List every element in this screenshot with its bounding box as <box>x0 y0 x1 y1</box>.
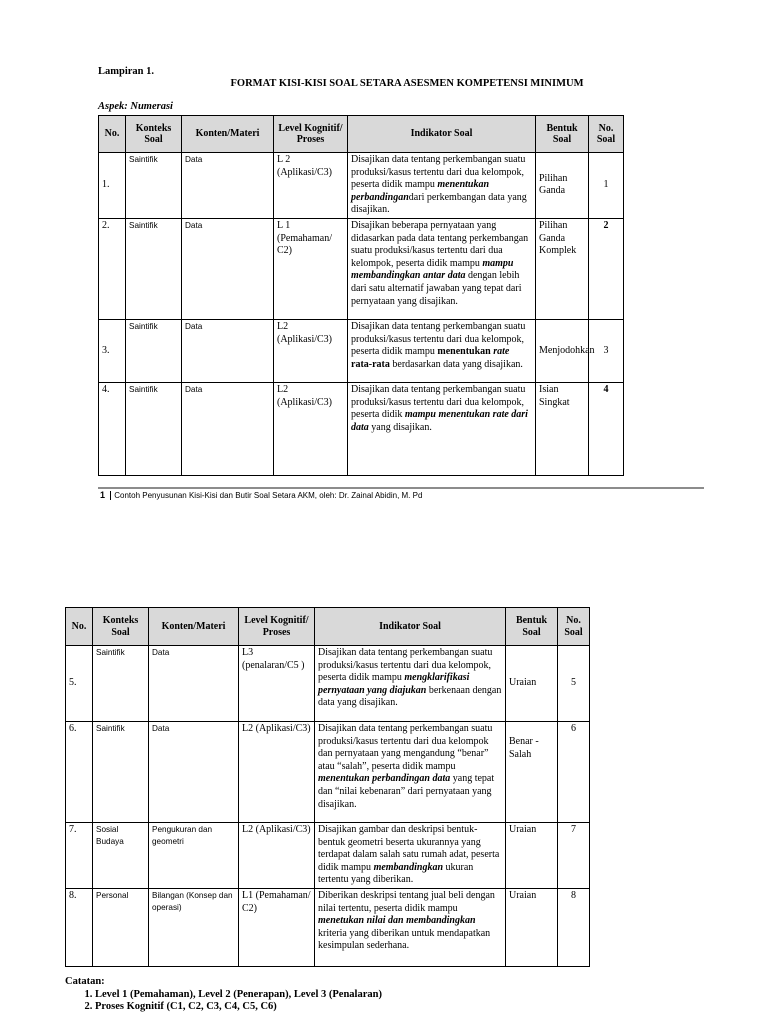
row-indikator: Disajikan data tentang perkembangan suatu produksi/kasus tertentu dari dua kelompok, peserta didik mampu menentukan rate dari data yang disajikan. <box>348 382 536 475</box>
col-no: No. <box>66 608 93 646</box>
row-bentuk: Pilihan Ganda Komplek <box>536 218 589 319</box>
row-konten: Data <box>182 153 274 219</box>
row-konteks: Saintifik <box>126 319 182 382</box>
table-row <box>99 153 624 219</box>
notes-list <box>65 989 382 1014</box>
table-row <box>66 823 590 889</box>
col-nosoal: No. Soal <box>558 608 590 646</box>
col-konten: Konten/Materi <box>182 116 274 153</box>
kisi-table-page-2 <box>65 607 590 967</box>
row-bentuk: Pilihan Ganda <box>536 153 589 219</box>
row-nosoal: 7 <box>558 823 590 889</box>
table-header-row <box>99 116 624 153</box>
row-konten: Data <box>149 722 239 823</box>
row-level: L2 (Aplikasi/C3) <box>274 319 348 382</box>
row-no: 1. <box>99 153 126 219</box>
page-footer <box>100 490 422 500</box>
row-level: L2 (Aplikasi/C3) <box>239 722 315 823</box>
row-indikator: Disajikan data tentang perkembangan suatu produksi/kasus tertentu dari dua kelompok, peserta didik mampu menentukan perbandingandari perkembangan data yang disajikan. <box>348 153 536 219</box>
col-indikator: Indikator Soal <box>315 608 506 646</box>
row-nosoal: 6 <box>558 722 590 823</box>
row-no: 4. <box>99 382 126 475</box>
row-konten: Data <box>182 319 274 382</box>
table-row <box>99 218 624 319</box>
row-bentuk: Uraian <box>506 823 558 889</box>
row-indikator: Disajikan data tentang perkembangan suatu produksi/kasus tertentu dari dua kelompok, peserta didik mampu menentukan rate rata-rata berdasarkan data yang disajikan. <box>348 319 536 382</box>
row-no: 5. <box>66 646 93 722</box>
row-konteks: Saintifik <box>93 722 149 823</box>
row-konten: Pengukuran dan geometri <box>149 823 239 889</box>
row-no: 6. <box>66 722 93 823</box>
col-level: Level Kognitif/ Proses <box>274 116 348 153</box>
footer-text: Contoh Penyusunan Kisi-Kisi dan Butir Soal Setara AKM, oleh: Dr. Zainal Abidin, M. Pd <box>114 491 423 500</box>
table-row <box>99 382 624 475</box>
row-bentuk: Benar - Salah <box>506 722 558 823</box>
footer-divider <box>98 487 704 489</box>
row-indikator: Diberikan deskripsi tentang jual beli dengan nilai tertentu, peserta didik mampu menetukan nilai dan membandingkan kriteria yang diberikan untuk mendapatkan kesimpulan sederhana. <box>315 888 506 966</box>
row-no: 8. <box>66 888 93 966</box>
row-konteks: Saintifik <box>93 646 149 722</box>
aspek-label: Aspek: Numerasi <box>98 101 173 112</box>
row-no: 7. <box>66 823 93 889</box>
document-title: FORMAT KISI-KISI SOAL SETARA ASESMEN KOMPETENSI MINIMUM <box>230 78 584 89</box>
row-konteks: Sosial Budaya <box>93 823 149 889</box>
col-indikator: Indikator Soal <box>348 116 536 153</box>
row-nosoal: 2 <box>589 218 624 319</box>
table-row <box>66 722 590 823</box>
row-nosoal: 1 <box>589 153 624 219</box>
col-level: Level Kognitif/ Proses <box>239 608 315 646</box>
row-level: L2 (Aplikasi/C3) <box>274 382 348 475</box>
table-header-row <box>66 608 590 646</box>
row-konten: Data <box>149 646 239 722</box>
row-indikator: Disajikan data tentang perkembangan suatu produksi/kasus tertentu dari dua kelompok dan pernyataan yang mengandung “benar” atau “salah”, peserta didik mampu menentukan perbandingan data yang tepat dan “nilai kebenaran” dari pernyataan yang disajikan. <box>315 722 506 823</box>
kisi-table-page-1 <box>98 115 624 476</box>
table-row <box>99 319 624 382</box>
col-konteks: Konteks Soal <box>93 608 149 646</box>
row-indikator: Disajikan gambar dan deskripsi bentuk-bentuk geometri beserta ukurannya yang terdapat dalam salah satu rumah adat, peserta didik mampu membandingkan ukuran tertentu yang diberikan. <box>315 823 506 889</box>
row-level: L 1 (Pemahaman/ C2) <box>274 218 348 319</box>
row-no: 3. <box>99 319 126 382</box>
row-konten: Data <box>182 218 274 319</box>
col-nosoal: No. Soal <box>589 116 624 153</box>
table-row <box>66 646 590 722</box>
col-bentuk: Bentuk Soal <box>506 608 558 646</box>
row-indikator: Disajikan data tentang perkembangan suatu produksi/kasus tertentu dari dua kelompok, peserta didik mampu mengklarifikasi pernyataan yang diajukan berkenaan dengan data yang disajikan. <box>315 646 506 722</box>
row-bentuk: Isian Singkat <box>536 382 589 475</box>
col-no: No. <box>99 116 126 153</box>
row-no: 2. <box>99 218 126 319</box>
table-row <box>66 888 590 966</box>
notes-heading: Catatan: <box>65 976 105 987</box>
col-bentuk: Bentuk Soal <box>536 116 589 153</box>
row-konteks: Saintifik <box>126 218 182 319</box>
page-number: 1 <box>100 490 106 500</box>
row-bentuk: Menjodohkan <box>536 319 589 382</box>
row-level: L 2 (Aplikasi/C3) <box>274 153 348 219</box>
list-item: 1. Level 1 (Pemahaman), Level 2 (Penerapan), Level 3 (Penalaran) <box>95 989 382 1002</box>
row-konteks: Saintifik <box>126 382 182 475</box>
row-konteks: Saintifik <box>126 153 182 219</box>
row-level: L2 (Aplikasi/C3) <box>239 823 315 889</box>
list-item: 2. Proses Kognitif (C1, C2, C3, C4, C5, C6) <box>95 1001 382 1014</box>
row-nosoal: 5 <box>558 646 590 722</box>
row-nosoal: 3 <box>589 319 624 382</box>
notes-section <box>65 976 382 1014</box>
col-konteks: Konteks Soal <box>126 116 182 153</box>
row-level: L1 (Pemahaman/ C2) <box>239 888 315 966</box>
row-indikator: Disajikan beberapa pernyataan yang didasarkan pada data tentang perkembangan suatu produksi/kasus tertentu dari dua kelompok, peserta didik mampu mampu membandingkan antar data dengan lebih dari satu alternatif jawaban yang tepat dari pernyataan yang disajikan. <box>348 218 536 319</box>
row-konten: Data <box>182 382 274 475</box>
lampiran-label: Lampiran 1. <box>98 66 155 77</box>
row-nosoal: 4 <box>589 382 624 475</box>
row-bentuk: Uraian <box>506 646 558 722</box>
row-level: L3 (penalaran/C5 ) <box>239 646 315 722</box>
row-konten: Bilangan (Konsep dan operasi) <box>149 888 239 966</box>
col-konten: Konten/Materi <box>149 608 239 646</box>
row-bentuk: Uraian <box>506 888 558 966</box>
row-nosoal: 8 <box>558 888 590 966</box>
row-konteks: Personal <box>93 888 149 966</box>
